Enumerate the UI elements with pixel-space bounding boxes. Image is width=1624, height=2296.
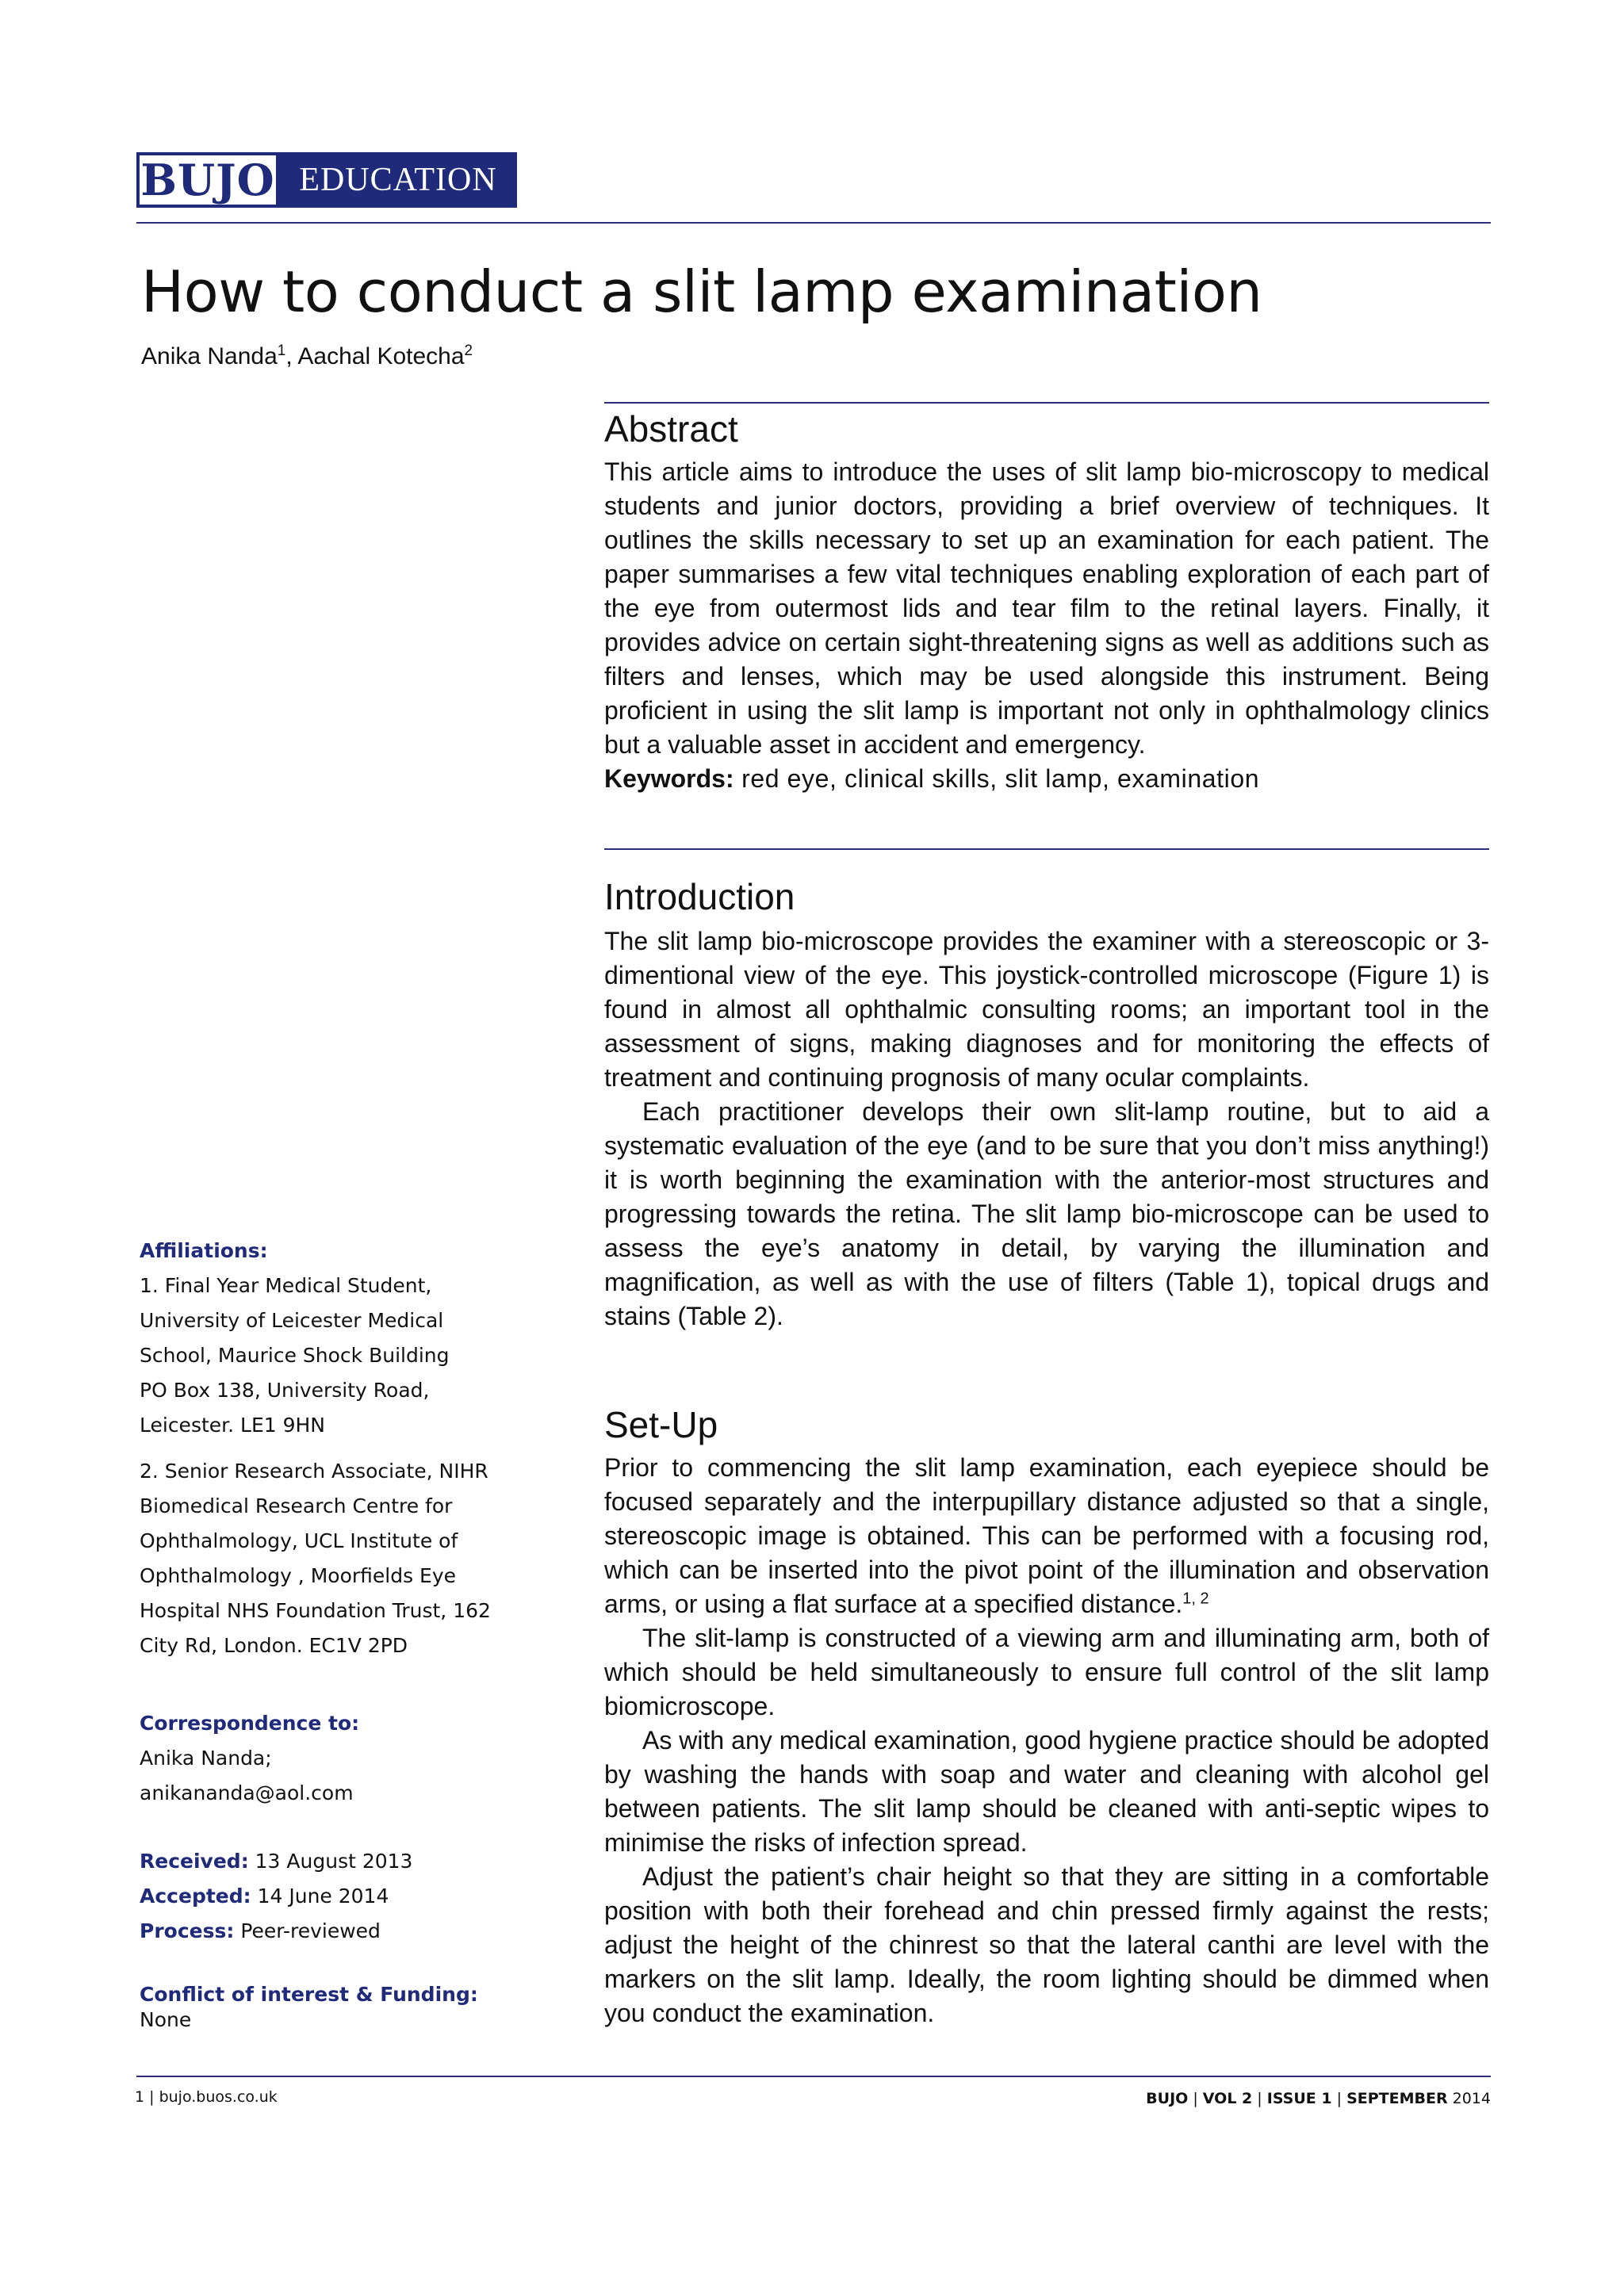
footer-volume: VOL 2 xyxy=(1202,2090,1253,2107)
setup-paragraph-1 xyxy=(604,1451,1489,1621)
introduction-paragraph-1: The slit lamp bio-microscope provides the examiner with a stereoscopic or 3-dimentional view of the eye. This joystick-controlled microscope (Figure 1) is found in almost all ophthalmic consulting rooms; an important tool in the assessment of signs, making diagnoses and for monitoring the effects of treatment and continuing prognosis of many ocular complaints. xyxy=(604,927,1489,1092)
conflict-label: Conflict of interest & Funding: xyxy=(140,1983,478,2006)
received-date xyxy=(140,1844,512,1879)
keywords xyxy=(604,762,1489,796)
process-label: Process: xyxy=(140,1919,235,1942)
header-rule xyxy=(136,222,1491,224)
footer-separator: | xyxy=(1252,2090,1267,2107)
keywords-label: Keywords: xyxy=(604,764,734,793)
affiliation-2-line: Biomedical Research Centre for xyxy=(140,1494,453,1517)
author-1: Anika Nanda xyxy=(141,343,278,369)
author-1-affiliation: 1 xyxy=(277,342,286,359)
sidebar-correspondence xyxy=(140,1706,512,1811)
abstract-bottom-rule xyxy=(604,848,1489,850)
affiliation-2-line: 2. Senior Research Associate, NIHR xyxy=(140,1460,488,1483)
received-value: 13 August 2013 xyxy=(248,1850,413,1873)
affiliation-1-line: School, Maurice Shock Building xyxy=(140,1344,450,1367)
conflict-value: None xyxy=(140,2008,192,2031)
affiliation-1-line: 1. Final Year Medical Student, xyxy=(140,1274,432,1297)
footer-separator: | xyxy=(1331,2090,1347,2107)
correspondence-email[interactable]: anikananda@aol.com xyxy=(140,1781,354,1804)
abstract-section xyxy=(604,455,1489,796)
author-2: Aachal Kotecha xyxy=(297,343,465,369)
abstract-top-rule xyxy=(604,402,1489,404)
affiliation-1-line: PO Box 138, University Road, xyxy=(140,1379,430,1402)
sidebar-affiliations xyxy=(140,1234,512,1663)
correspondence-name: Anika Nanda; xyxy=(140,1747,272,1770)
introduction-paragraph-2: Each practitioner develops their own slit-lamp routine, but to aid a systematic evaluation of the eye (and to be sure that you don’t miss anything!) it is worth beginning the examination with the anterior-most structures and progressing towards the retina. The slit lamp bio-microscope can be used to assess the eye’s anatomy in detail, by varying the illumination and magnification, as well as with the use of filters (Table 1), topical drugs and stains (Table 2). xyxy=(604,1097,1489,1330)
setup-paragraph-1-text: Prior to commencing the slit lamp examination, each eyepiece should be focused separately and the interpupillary distance adjusted so that a single, stereoscopic image is obtained. This can be performed with a focusing rod, which can be inserted into the pivot point of the illumination and observation arms, or using a flat surface at a specified distance. xyxy=(604,1453,1489,1618)
footer-rule xyxy=(136,2076,1491,2077)
footer-journal: BUJO xyxy=(1146,2090,1189,2107)
abstract-heading: Abstract xyxy=(604,408,738,450)
bujo-education-logo xyxy=(136,152,517,208)
footer-page-url: 1 | bujo.buos.co.uk xyxy=(135,2088,278,2106)
footer-month: SEPTEMBER xyxy=(1346,2090,1448,2107)
setup-paragraph-3: As with any medical examination, good hygiene practice should be adopted by washing the hands with soap and water and cleaning with alcohol gel between patients. The slit lamp should be cleaned with anti-septic wipes to minimise the risks of infection spread. xyxy=(604,1726,1489,1857)
setup-paragraph-2: The slit-lamp is constructed of a viewing arm and illuminating arm, both of which should be held simultaneously to ensure full control of the slit lamp biomicroscope. xyxy=(604,1624,1489,1720)
affiliation-2-line: Ophthalmology , Moorfields Eye xyxy=(140,1564,457,1587)
footer-year: 2014 xyxy=(1447,2090,1491,2107)
received-label: Received: xyxy=(140,1850,249,1873)
setup-heading: Set-Up xyxy=(604,1404,718,1445)
correspondence-label: Correspondence to: xyxy=(140,1712,360,1735)
footer-issue: ISSUE 1 xyxy=(1266,2090,1332,2107)
abstract-text: This article aims to introduce the uses of slit lamp bio-microscopy to medical students and junior doctors, providing a brief overview of techniques. It outlines the skills necessary to set up an examination for each patient. The paper summarises a few vital techniques enabling exploration of each part of the eye from outermost lids and tear film to the retinal layers. Finally, it provides advice on certain sight-threatening signs as well as additions such as filters and lenses, which may be used alongside this instrument. Being proficient in using the slit lamp is important not only in ophthalmology clinics but a valuable asset in accident and emergency. xyxy=(604,457,1489,759)
introduction-section xyxy=(604,924,1489,1334)
accepted-date xyxy=(140,1879,512,1914)
affiliation-2-line: Hospital NHS Foundation Trust, 162 xyxy=(140,1599,491,1622)
author-2-affiliation: 2 xyxy=(464,342,473,359)
setup-section xyxy=(604,1451,1489,2030)
article-title: How to conduct a slit lamp examination xyxy=(141,258,1262,325)
keywords-list: red eye, clinical skills, slit lamp, examination xyxy=(733,764,1260,793)
affiliation-2-line: Ophthalmology, UCL Institute of xyxy=(140,1529,458,1552)
accepted-value: 14 June 2014 xyxy=(251,1885,389,1908)
sidebar-dates xyxy=(140,1844,512,1949)
affiliation-1-line: University of Leicester Medical xyxy=(140,1309,444,1332)
logo-bujo-text: BUJO xyxy=(136,152,279,208)
setup-paragraph-4: Adjust the patient’s chair height so that they are sitting in a comfortable position with both their forehead and chin pressed firmly against the rests; adjust the height of the chinrest so that the lateral canthi are level with the markers on the slit lamp. Ideally, the room lighting should be dimmed when you conduct the examination. xyxy=(604,1862,1489,2027)
author-separator: , xyxy=(285,343,298,369)
footer-issue-info xyxy=(1146,2090,1491,2107)
logo-education-text: EDUCATION xyxy=(279,152,517,208)
footer-separator: | xyxy=(1188,2090,1203,2107)
introduction-heading: Introduction xyxy=(604,876,795,917)
review-process xyxy=(140,1914,512,1949)
sidebar-conflict xyxy=(140,1982,512,2033)
process-value: Peer-reviewed xyxy=(234,1919,381,1942)
author-line xyxy=(141,342,473,370)
affiliation-2-line: City Rd, London. EC1V 2PD xyxy=(140,1634,408,1657)
setup-citation: 1, 2 xyxy=(1182,1590,1209,1608)
affiliations-label: Affiliations: xyxy=(140,1239,268,1262)
accepted-label: Accepted: xyxy=(140,1885,251,1908)
affiliation-1-line: Leicester. LE1 9HN xyxy=(140,1414,326,1437)
